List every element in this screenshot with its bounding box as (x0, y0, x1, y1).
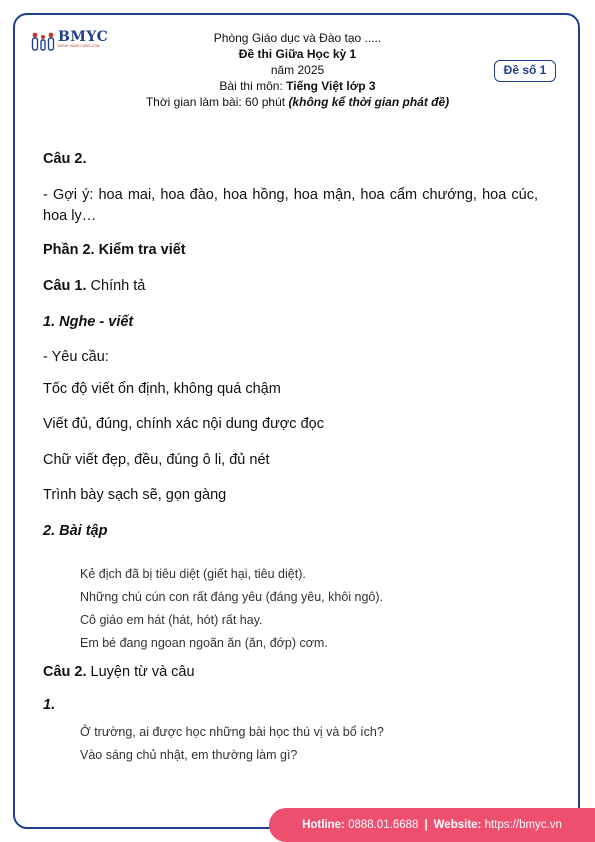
department-line: Phòng Giáo dục và Đào tạo ..... (213, 31, 382, 45)
exam-number-badge: Đề số 1 (494, 60, 556, 82)
requirement-item: Chữ viết đẹp, đều, đúng ô li, đủ nét (43, 452, 270, 468)
requirement-item: Trình bày sạch sẽ, gọn gàng (43, 487, 227, 503)
subject-prefix: Bài thi môn: (219, 79, 287, 93)
footer-separator: | (424, 819, 428, 831)
exercise-item: Cô giáo em hát (hát, hót) rất hay. (80, 613, 263, 627)
time-prefix: Thời gian làm bài: 60 phút (145, 95, 289, 109)
exercise-item: Những chú cún con rất đáng yêu (đáng yêu, khôi ngô). (80, 590, 384, 604)
section-2-title: 2. Bài tập (43, 523, 108, 539)
family-logo-icon (30, 30, 56, 52)
footer-contact-bar (269, 808, 595, 842)
question-item: Ở trường, ai được học những bài học thú vị và bổ ích? (80, 725, 384, 739)
subject-line (110, 78, 485, 94)
website-label: Website: (433, 819, 482, 831)
part-2-title: Phần 2. Kiểm tra viết (43, 242, 186, 258)
exam-year: năm 2025 (270, 63, 325, 77)
exercise-item: Em bé đang ngoan ngoãn ăn (ăn, đớp) cơm. (80, 636, 328, 650)
exam-title: Đề thi Giữa Học kỳ 1 (238, 47, 357, 61)
question-2-title: Câu 2. (43, 151, 87, 167)
exam-header (110, 30, 485, 110)
requirements-intro: - Yêu cầu: (43, 349, 109, 365)
requirement-item: Viết đủ, đúng, chính xác nội dung được đọc (43, 416, 324, 432)
section-1-title: 1. Nghe - viết (43, 314, 134, 330)
question-item: Vào sáng chủ nhật, em thường làm gì? (80, 748, 298, 762)
hint-paragraph: - Gợi ý: hoa mai, hoa đào, hoa hồng, hoa mận, hoa cẩm chướng, hoa cúc, hoa ly… (43, 187, 538, 224)
exercise-item: Kẻ địch đã bị tiêu diệt (giết hại, tiêu diệt). (80, 567, 306, 581)
website-link[interactable]: https://bmyc.vn (481, 819, 562, 831)
question-2b-title: Câu 2. Luyện từ và câu (43, 664, 195, 680)
question-1-title: Câu 1. Chính tả (43, 278, 146, 294)
hotline-value[interactable]: 0888.01.6688 (344, 819, 419, 831)
requirement-item: Tốc độ viết ổn định, không quá chậm (43, 381, 281, 397)
logo-tagline: ĐỒNG HÀNH CÙNG CON (58, 44, 100, 48)
time-note: (không kể thời gian phát đề) (288, 95, 450, 109)
subsection-1-title: 1. (43, 697, 56, 713)
logo-name: BMYC (58, 29, 109, 45)
logo (30, 30, 108, 52)
time-line (110, 94, 485, 110)
hotline-label: Hotline: (302, 819, 345, 831)
subject-name: Tiếng Việt lớp 3 (286, 79, 376, 93)
